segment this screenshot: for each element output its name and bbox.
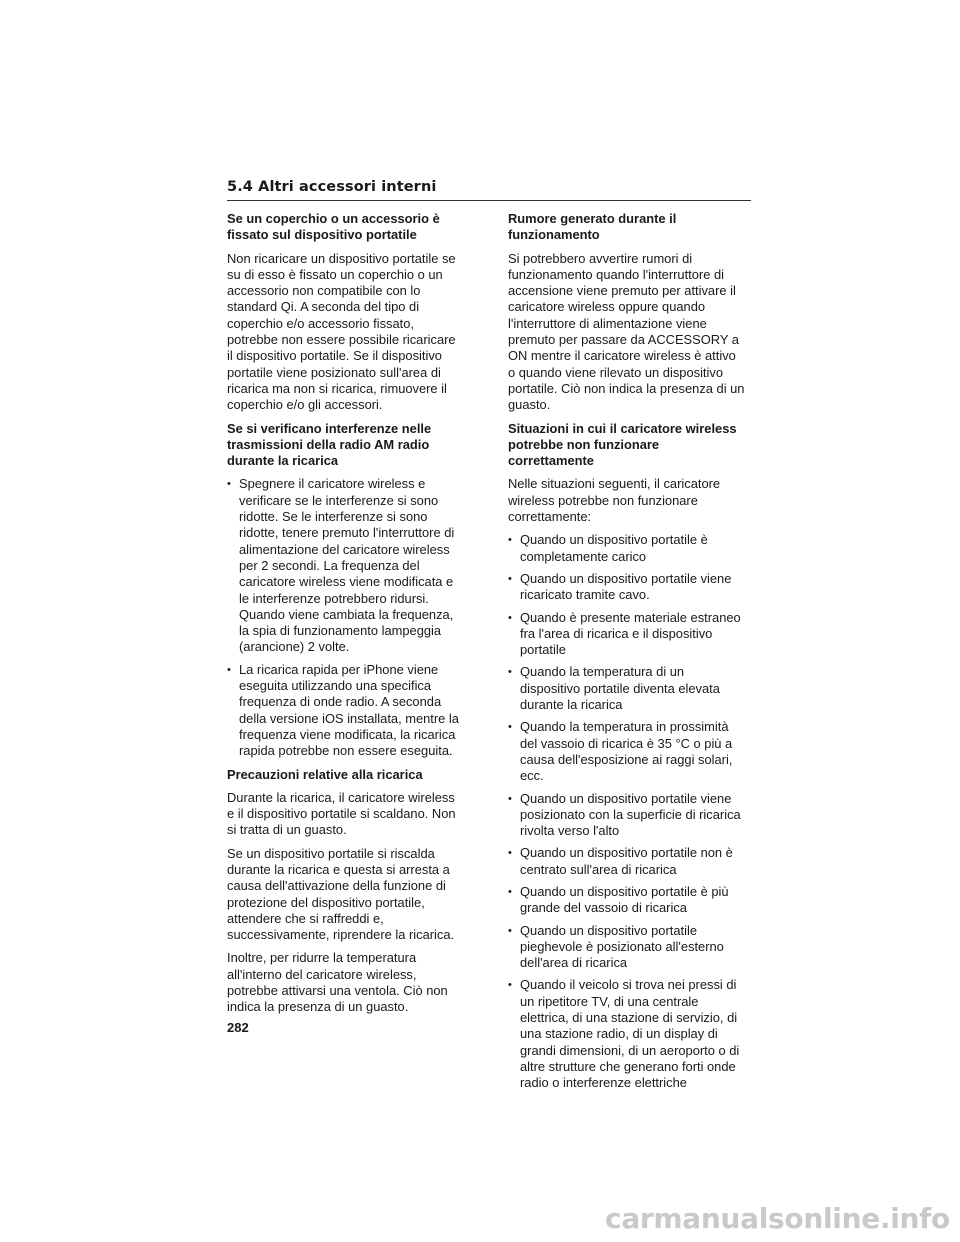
paragraph-operating-noise: Si potrebbero avvertire rumori di funzionamento quando l'interruttore di accensione viene premuto per attivare il caricatore wireless oppure quando l'interruttore di alimentazione viene premuto per passare da ACCESSORY a ON mentre il caricatore wireless è attivo o quando viene rilevato un dispositivo portatile. Ciò non indica la presenza di un guasto. xyxy=(508,250,745,413)
section-header xyxy=(227,179,751,201)
list-item: • Quando la temperatura di un dispositivo portatile diventa elevata durante la ricarica xyxy=(508,664,745,713)
heading-cover-accessory: Se un coperchio o un accessorio è fissato sul dispositivo portatile xyxy=(227,211,440,243)
paragraph-overheat-protection: Se un dispositivo portatile si riscalda durante la ricarica e questa si arresta a causa dell'attivazione della funzione di protezione del dispositivo portatile, attendere che si raffreddi e, successivamente, riprendere la ricarica. xyxy=(227,845,455,943)
malfunction-list xyxy=(508,532,745,1091)
list-item: • Quando un dispositivo portatile viene ricaricato tramite cavo. xyxy=(508,571,745,604)
paragraph-heat: Durante la ricarica, il caricatore wireless e il dispositivo portatile si scaldano. Non si tratta di un guasto. xyxy=(227,789,456,838)
list-item: • Spegnere il caricatore wireless e verificare se le interferenze si sono ridotte. Se le interferenze si sono ridotte, tenere premuto l'interruttore di alimentazione del caricatore wireless per 2 secondi. La frequenza del caricatore wireless viene modificata e le interferenze potrebbero ridursi. Quando viene cambiata la frequenza, la spia di funzionamento lampeggia (arancione) 2 volte. xyxy=(227,476,464,655)
heading-operating-noise: Rumore generato durante il funzionamento xyxy=(508,211,677,243)
heading-am-interference: Se si verificano interferenze nelle trasmissioni della radio AM radio durante la ricarica xyxy=(227,420,432,469)
heading-charging-precautions: Precauzioni relative alla ricarica xyxy=(227,766,423,782)
heading-malfunction-situations: Situazioni in cui il caricatore wireless potrebbe non funzionare correttamente xyxy=(508,420,737,469)
watermark: carmanualsonline.info xyxy=(605,1202,950,1235)
paragraph-malfunction-intro: Nelle situazioni seguenti, il caricatore wireless potrebbe non funzionare correttamente: xyxy=(508,476,721,525)
list-item: • La ricarica rapida per iPhone viene eseguita utilizzando una specifica frequenza di onde radio. A seconda della versione iOS installata, mentre la frequenza viene modificata, la ricarica rapida potrebbe non essere eseguita. xyxy=(227,662,464,760)
am-interference-list xyxy=(227,476,464,759)
list-item: • Quando un dispositivo portatile viene posizionato con la superficie di ricarica rivolta verso l'alto xyxy=(508,791,745,840)
paragraph-fan: Inoltre, per ridurre la temperatura all'interno del caricatore wireless, potrebbe attivarsi una ventola. Ciò non indica la presenza di un guasto. xyxy=(227,950,448,1015)
list-item: • Quando un dispositivo portatile pieghevole è posizionato all'esterno dell'area di ricarica xyxy=(508,923,745,972)
page-number: 282 xyxy=(227,1020,249,1035)
list-item: • Quando un dispositivo portatile non è centrato sull'area di ricarica xyxy=(508,845,745,878)
list-item: • Quando la temperatura in prossimità del vassoio di ricarica è 35 °C o più a causa dell'esposizione ai raggi solari, ecc. xyxy=(508,719,745,784)
paragraph-cover-accessory: Non ricaricare un dispositivo portatile se su di esso è fissato un coperchio o un accessorio non compatibile con lo standard Qi. A seconda del tipo di coperchio e/o accessorio fissato, potrebbe non essere possibile ricaricare il dispositivo portatile. Se il dispositivo portatile viene posizionato sull'area di ricarica ma non si ricarica, rimuovere il coperchio e/o gli accessori. xyxy=(227,250,456,413)
list-item: • Quando il veicolo si trova nei pressi di un ripetitore TV, di una centrale elettrica, di una stazione di servizio, di una stazione radio, di un display di grandi dimensioni, di un aeroporto o di altre strutture che generano forti onde radio o interferenze elettriche xyxy=(508,977,745,1091)
list-item: • Quando un dispositivo portatile è più grande del vassoio di ricarica xyxy=(508,884,745,917)
section-title: 5.4 Altri accessori interni xyxy=(227,179,437,195)
left-column xyxy=(227,211,464,1023)
list-item: • Quando è presente materiale estraneo fra l'area di ricarica e il dispositivo portatile xyxy=(508,610,745,659)
right-column xyxy=(508,211,745,1099)
list-item: • Quando un dispositivo portatile è completamente carico xyxy=(508,532,745,565)
